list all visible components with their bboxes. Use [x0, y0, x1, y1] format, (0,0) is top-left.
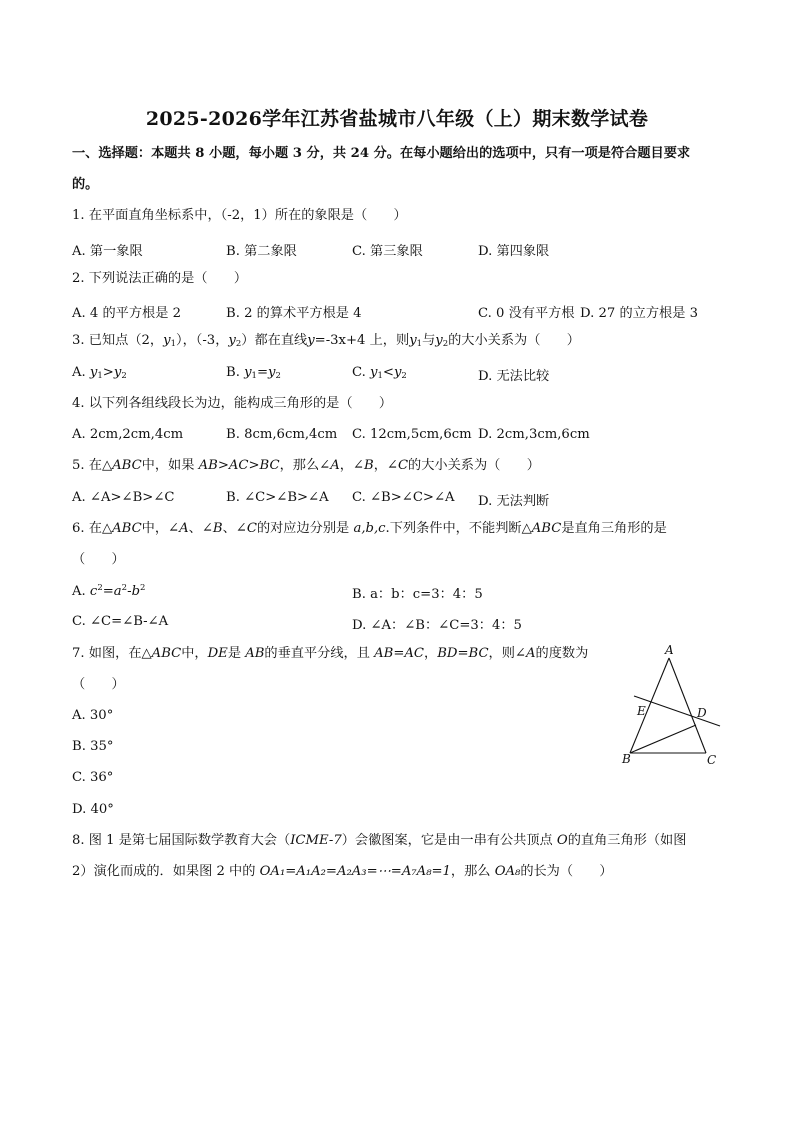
q4-option-d: D. 2cm,3cm,6cm: [478, 427, 590, 442]
question-8-line2: 2）演化而成的．如果图 2 中的 OA₁=A₁A₂=A₂A₃=⋯=A₇A₈=1，那么 OA₈的长为（ ）: [72, 864, 613, 879]
q3-option-d: D. 无法比较: [478, 369, 550, 384]
q6-option-a: A. $c^2=a^2-b^2$: [72, 583, 146, 599]
section-header-line2: 的。: [72, 177, 99, 192]
q3-option-a: A. $y_1>y_2$: [72, 365, 127, 381]
question-4-stem: 4. 以下列各组线段长为边，能构成三角形的是（ ）: [72, 396, 393, 411]
q5-option-d: D. 无法判断: [478, 494, 550, 509]
q7-option-b: B. 35°: [72, 739, 114, 754]
q2-option-b: B. 2 的算术平方根是 4: [226, 306, 362, 321]
q2-option-d: D. 27 的立方根是 3: [580, 306, 698, 321]
q7-option-a: A. 30°: [72, 708, 114, 723]
q1-option-d: D. 第四象限: [478, 244, 550, 259]
q5-option-c: C. ∠B>∠C>∠A: [352, 490, 455, 505]
q3-option-c: C. $y_1<y_2$: [352, 365, 407, 381]
q6-option-b: B. a：b：c=3：4：5: [352, 587, 483, 602]
question-6-paren: （ ）: [72, 552, 125, 567]
question-7-paren: （ ）: [72, 677, 125, 692]
q4-option-c: C. 12cm,5cm,6cm: [352, 427, 472, 442]
label-d: D: [697, 706, 707, 720]
q2-option-c: C. 0 没有平方根: [478, 306, 575, 321]
label-a: A: [665, 643, 674, 657]
q4-option-b: B. 8cm,6cm,4cm: [226, 427, 338, 442]
question-1-stem: 1. 在平面直角坐标系中，（-2，1）所在的象限是（ ）: [72, 208, 407, 223]
q6-option-d: D. ∠A：∠B：∠C=3：4：5: [352, 618, 522, 633]
q7-option-d: D. 40°: [72, 802, 114, 817]
q1-option-a: A. 第一象限: [72, 244, 143, 259]
q5-option-b: B. ∠C>∠B>∠A: [226, 490, 329, 505]
q5-option-a: A. ∠A>∠B>∠C: [72, 490, 175, 505]
triangle-figure: [616, 640, 726, 770]
question-5-stem: 5. 在△ABC中，如果 AB>AC>BC，那么∠A，∠B，∠C的大小关系为（ ）: [72, 458, 540, 473]
question-8-line1: 8. 图 1 是第七届国际数学教育大会（ICME-7）会徽图案，它是由一串有公共顶点 O的直角三角形（如图: [72, 833, 687, 848]
question-6-stem: 6. 在△ABC中，∠A、∠B、∠C的对应边分别是 a,b,c.下列条件中，不能判断△ABC是直角三角形的是: [72, 521, 667, 536]
page-title: 2025-2026学年江苏省盐城市八年级（上）期末数学试卷: [145, 108, 649, 130]
q7-option-c: C. 36°: [72, 770, 114, 785]
q3-option-b: B. $y_1=y_2$: [226, 365, 281, 381]
label-c: C: [707, 753, 717, 767]
label-b: B: [622, 752, 631, 766]
q6-option-c: C. ∠C=∠B-∠A: [72, 614, 169, 629]
q1-option-b: B. 第二象限: [226, 244, 297, 259]
q4-option-a: A. 2cm,2cm,4cm: [72, 427, 184, 442]
label-e: E: [637, 704, 646, 718]
question-2-stem: 2. 下列说法正确的是（ ）: [72, 271, 248, 286]
q2-option-a: A. 4 的平方根是 2: [72, 306, 182, 321]
section-header-line1: 一、选择题：本题共 8 小题，每小题 3 分，共 24 分。在每小题给出的选项中，只有一项是符合题目要求: [72, 146, 691, 161]
q1-option-c: C. 第三象限: [352, 244, 423, 259]
question-7-stem: 7. 如图，在△ABC中，DE是 AB的垂直平分线，且 AB=AC，BD=BC，则∠A的度数为: [72, 646, 589, 661]
question-3-stem: 3. 已知点（2，$y_1$），（-3，$y_2$）都在直线y=-3x+4 上，则$y_1$与$y_2$的大小关系为（ ）: [72, 333, 580, 349]
